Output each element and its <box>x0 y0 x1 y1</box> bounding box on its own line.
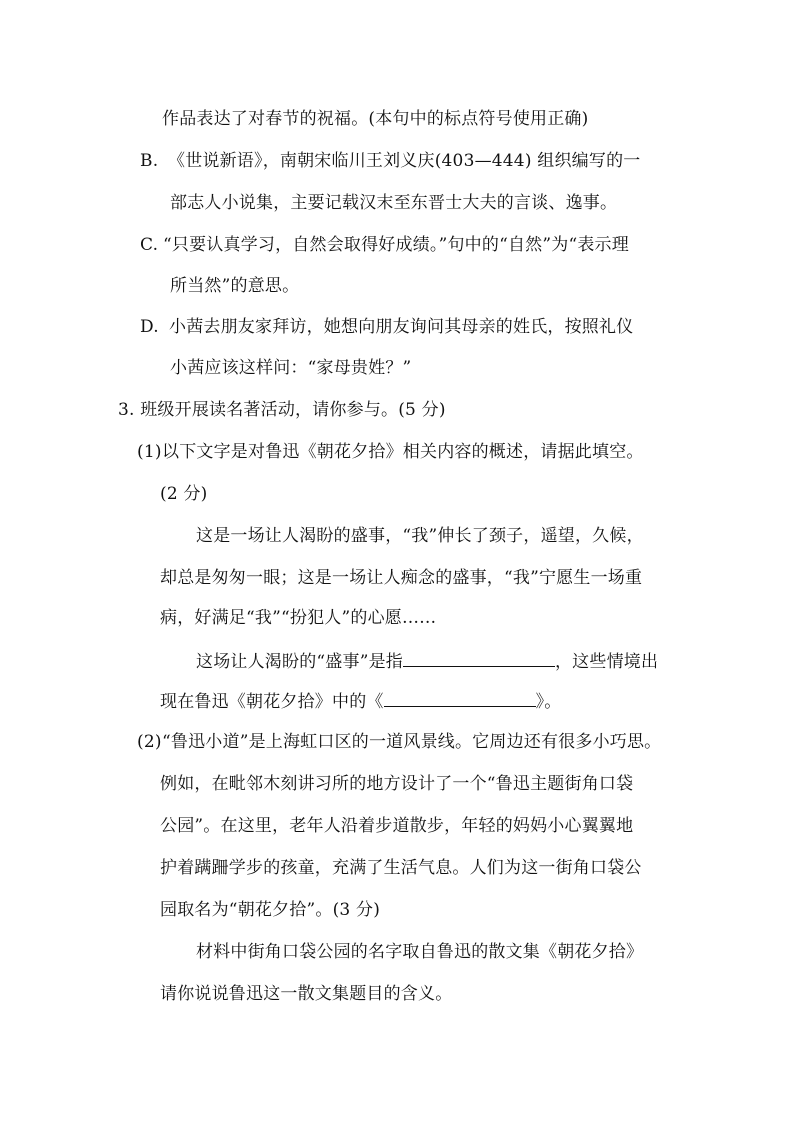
option-b-line-1: 《世说新语》，南朝宋临川王刘义庆(403—444) 组织编写的一 <box>168 151 641 171</box>
material-line-3: 护着蹒跚学步的孩童，充满了生活气息。人们为这一街角口袋公 <box>160 858 642 878</box>
material-line-1: 例如，在毗邻木刻讲习所的地方设计了一个“鲁迅主题街角口袋 <box>160 774 634 794</box>
material-line-4: 园取名为“朝花夕拾”。(3 分) <box>160 900 381 920</box>
option-d-line-1: 小茜去朋友家拜访，她想向朋友询问其母亲的姓氏，按照礼仪 <box>169 317 634 337</box>
fill-line-1: 这场让人渴盼的“盛事”是指 ，这些情境出 <box>196 648 658 674</box>
answer-blank-essay-title[interactable] <box>384 688 536 707</box>
subquestion-1-label: (1) <box>137 442 162 462</box>
option-b-label: B. <box>140 151 159 171</box>
option-d-label: D. <box>140 317 159 337</box>
question-line-1: 材料中街角口袋公园的名字取自鲁迅的散文集《朝花夕拾》 <box>196 942 644 962</box>
answer-blank-event[interactable] <box>403 648 555 667</box>
subquestion-2-text: “鲁迅小道”是上海虹口区的一道风景线。它周边还有很多小巧思。 <box>162 732 662 752</box>
option-b-line-2: 部志人小说集，主要记载汉末至东晋士大夫的言谈、逸事。 <box>170 193 618 213</box>
material-line-2: 公园”。在这里，老年人沿着步道散步，年轻的妈妈小心翼翼地 <box>160 816 634 836</box>
passage-line-1: 这是一场让人渴盼的盛事，“我”伸长了颈子，遥望，久候， <box>196 526 644 546</box>
subquestion-1-score: (2 分) <box>160 484 208 504</box>
passage-line-3: 病，好满足“我”“扮犯人”的心愿…… <box>160 608 437 628</box>
option-c-line-2: 所当然”的意思。 <box>170 276 300 296</box>
subquestion-2-label: (2) <box>137 732 162 752</box>
option-c-label: C. <box>140 235 159 255</box>
option-c-line-1: “只要认真学习，自然会取得好成绩。”句中的“自然”为“表示理 <box>163 235 629 255</box>
fill-line-2: 现在鲁迅《朝花夕拾》中的《 》。 <box>160 688 562 714</box>
question-3-heading: 3. 班级开展读名著活动，请你参与。(5 分) <box>118 400 446 420</box>
option-a-continuation: 作品表达了对春节的祝福。(本句中的标点符号使用正确) <box>162 109 589 129</box>
passage-line-2: 却总是匆匆一眼；这是一场让人痴念的盛事，“我”宁愿生一场重 <box>160 568 643 588</box>
option-d-line-2: 小茜应该这样问：“家母贵姓？” <box>170 358 412 378</box>
subquestion-1-text: 以下文字是对鲁迅《朝花夕拾》相关内容的概述，请据此填空。 <box>162 442 644 462</box>
question-line-2: 请你说说鲁迅这一散文集题目的含义。 <box>160 984 453 1004</box>
